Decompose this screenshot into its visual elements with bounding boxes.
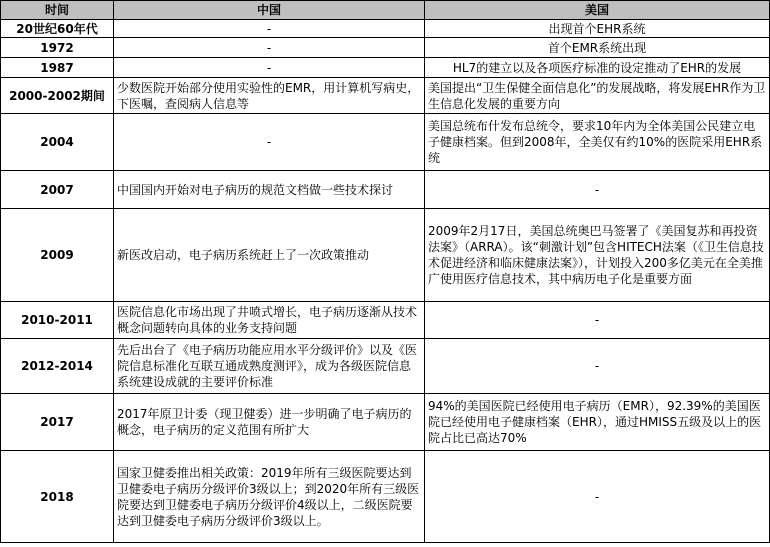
- row-china: -: [114, 58, 425, 78]
- row-usa: HL7的建立以及各项医疗标准的设定推动了EHR的发展: [425, 58, 770, 78]
- row-china: 中国国内开始对电子病历的规范文档做一些技术探讨: [114, 171, 425, 209]
- table-row: [1, 78, 770, 114]
- row-usa: -: [425, 339, 770, 394]
- row-usa: 美国总统布什发布总统令，要求10年内为全体美国公民建立电子健康档案。但到2008年，全美仅有约10%的医院采用EHR系统: [425, 114, 770, 171]
- table-row: [1, 38, 770, 58]
- row-china: 少数医院开始部分使用实验性的EMR，用计算机写病史，下医嘱，查阅病人信息等: [114, 78, 425, 114]
- row-china: 国家卫健委推出相关政策：2019年所有三级医院要达到卫健委电子病历分级评价3级以上；到2020年所有三级医院要达到卫健委电子病历分级评价4级以上，二级医院要达到卫健委电子病历分级评价3级以上。: [114, 451, 425, 543]
- table-row: [1, 20, 770, 38]
- row-year: 2018: [1, 451, 114, 543]
- row-usa: 美国提出“卫生保健全面信息化”的发展战略，将发展EHR作为卫生信息化发展的重要方向: [425, 78, 770, 114]
- table-row: [1, 114, 770, 171]
- row-usa: 首个EMR系统出现: [425, 38, 770, 58]
- row-china: 先后出台了《电子病历功能应用水平分级评价》以及《医院信息标准化互联互通成熟度测评》，成为各级医院信息系统建设成就的主要评价标准: [114, 339, 425, 394]
- row-usa: 94%的美国医院已经使用电子病历（EMR），92.39%的美国医院已经使用电子健康档案（EHR），通过HMISS五级及以上的医院占比已高达70%: [425, 394, 770, 451]
- row-china: -: [114, 38, 425, 58]
- row-china: 医院信息化市场出现了井喷式增长，电子病历逐渐从技术概念问题转向具体的业务支持问题: [114, 302, 425, 339]
- row-usa: 2009年2月17日，美国总统奥巴马签署了《美国复苏和再投资法案》（ARRA）。该“刺激计划”包含HITECH法案（《卫生信息技术促进经济和临床健康法案》），计划投入200多亿美元在全美推广使用医疗信息技术，其中病历电子化是重要方面: [425, 209, 770, 302]
- row-china: 新医改启动，电子病历系统赶上了一次政策推动: [114, 209, 425, 302]
- row-usa: -: [425, 171, 770, 209]
- row-usa: 出现首个EHR系统: [425, 20, 770, 38]
- row-year: 2004: [1, 114, 114, 171]
- table-row: [1, 209, 770, 302]
- table-row: [1, 171, 770, 209]
- row-year: 2010-2011: [1, 302, 114, 339]
- row-china: 2017年原卫计委（现卫健委）进一步明确了电子病历的概念，电子病历的定义范围有所扩大: [114, 394, 425, 451]
- row-year: 2000-2002期间: [1, 78, 114, 114]
- table-row: [1, 339, 770, 394]
- row-year: 2017: [1, 394, 114, 451]
- header-usa: 美国: [425, 1, 770, 20]
- row-usa: -: [425, 451, 770, 543]
- row-year: 1972: [1, 38, 114, 58]
- row-china: -: [114, 20, 425, 38]
- table-row: [1, 58, 770, 78]
- row-year: 2007: [1, 171, 114, 209]
- row-china: -: [114, 114, 425, 171]
- row-year: 2012-2014: [1, 339, 114, 394]
- header-china: 中国: [114, 1, 425, 20]
- table-row: [1, 451, 770, 543]
- header-time: 时间: [1, 1, 114, 20]
- row-usa: -: [425, 302, 770, 339]
- table-row: [1, 394, 770, 451]
- row-year: 1987: [1, 58, 114, 78]
- row-year: 2009: [1, 209, 114, 302]
- table-header-row: [1, 1, 770, 20]
- row-year: 20世纪60年代: [1, 20, 114, 38]
- table-row: [1, 302, 770, 339]
